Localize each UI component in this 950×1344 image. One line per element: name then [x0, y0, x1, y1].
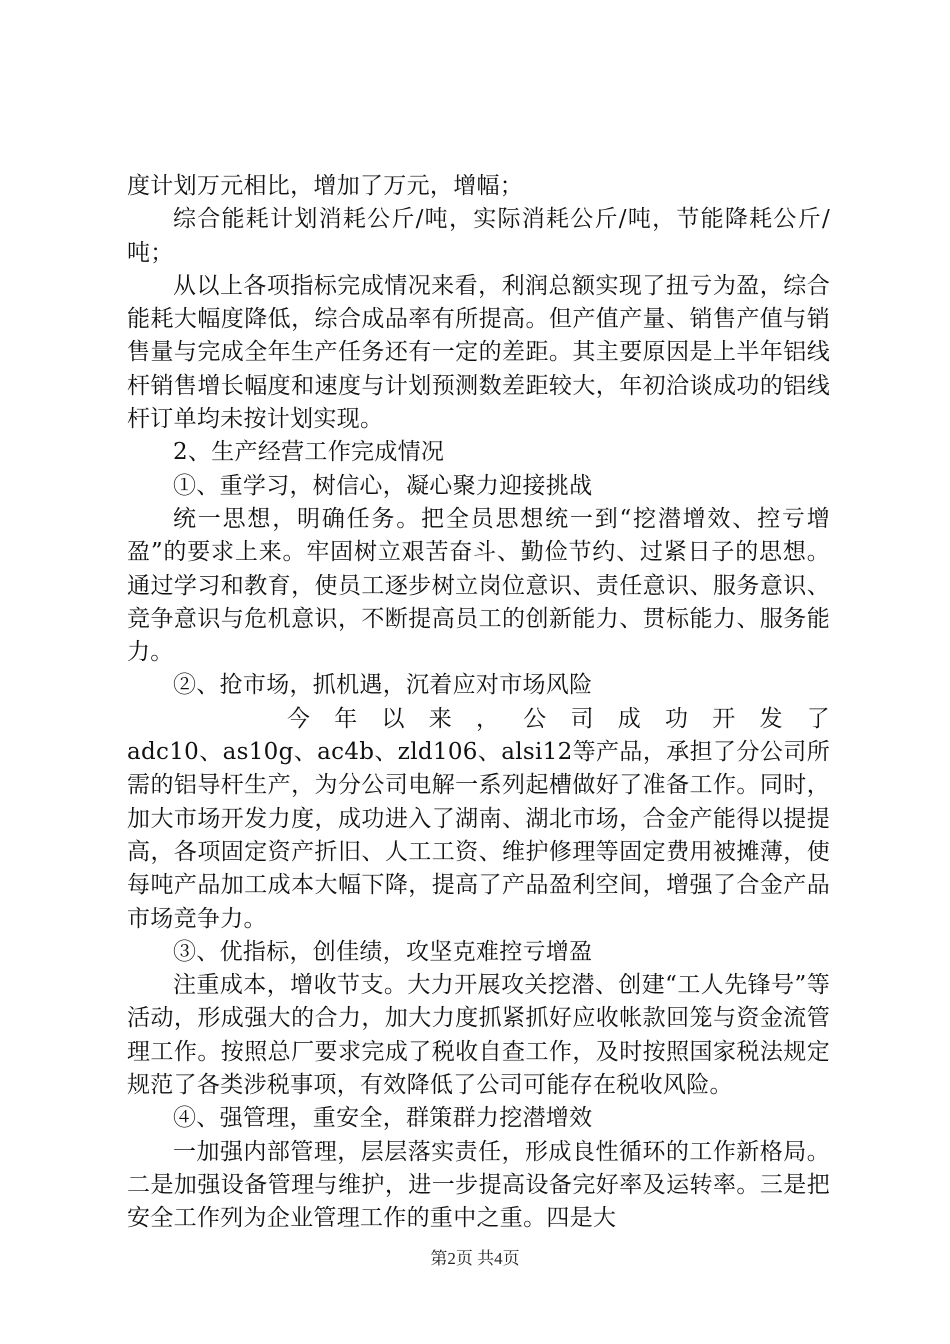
paragraph-indicator-summary: 从以上各项指标完成情况来看，利润总额实现了扭亏为盈，综合能耗大幅度降低，综合成品率有所提高。但产值产量、销售产值与销售量与完成全年生产任务还有一定的差距。其主要原因是上半年铝线杆销售增长幅度和速度与计划预测数差距较大，年初洽谈成功的铝线杆订单均未按计划实现。 [127, 272, 830, 433]
page-number-footer: 第2页 共4页 [430, 1249, 520, 1268]
subheading-management: ④、强管理，重安全，群策群力挖潜增效 [173, 1105, 593, 1132]
paragraph-market-development: adc10、as10g、ac4b、zld106、alsi12等产品，承担了分公司所需的铝导杆生产，为分公司电解一系列起槽做好了准备工作。同时，加大市场开发力度，成功进入了湖南、湖北市场，合金产能得以提提高，各项固定资产折旧、人工工资、维护修理等固定费用被摊薄，使每吨产品加工成本大幅下降，提高了产品盈利空间，增强了合金产品市场竞争力。 [127, 739, 830, 932]
paragraph-management: 一加强内部管理，层层落实责任，形成良性循环的工作新格局。二是加强设备管理与维护，进一步提高设备完好率及运转率。三是把安全工作列为企业管理工作的重中之重。四是大 [127, 1138, 830, 1232]
paragraph-unify-thinking: 统一思想，明确任务。把全员思想统一到“挖潜增效、控亏增盈”的要求上来。牢固树立艰苦奋斗、勤俭节约、过紧日子的思想。通过学习和教育，使员工逐步树立岗位意识、责任意识、服务意识、竞争意识与危机意识，不断提高员工的创新能力、贯标能力、服务能力。 [127, 505, 830, 666]
paragraph-market-spread-line: 今年以来，公司成功开发了 [287, 705, 830, 732]
document-body [127, 170, 830, 1236]
subheading-study: ①、重学习，树信心，凝心聚力迎接挑战 [173, 472, 593, 499]
paragraph-continuation: 度计划万元相比，增加了万元，增幅； [127, 173, 524, 199]
subheading-indicators: ③、优指标，创佳绩，攻坚克难控亏增盈 [173, 938, 593, 965]
paragraph-energy-consumption: 综合能耗计划消耗公斤/吨，实际消耗公斤/吨，节能降耗公斤/吨； [127, 206, 830, 266]
paragraph-cost-control: 注重成本，增收节支。大力开展攻关挖潜、创建“工人先锋号”等活动，形成强大的合力，加大力度抓紧抓好应收帐款回笼与资金流管理工作。按照总厂要求完成了税收自查工作，及时按照国家税法规定规范了各类涉税事项，有效降低了公司可能存在税收风险。 [127, 972, 830, 1099]
subheading-market: ②、抢市场，抓机遇，沉着应对市场风险 [173, 672, 593, 699]
section-heading-production: 2、生产经营工作完成情况 [173, 439, 445, 466]
